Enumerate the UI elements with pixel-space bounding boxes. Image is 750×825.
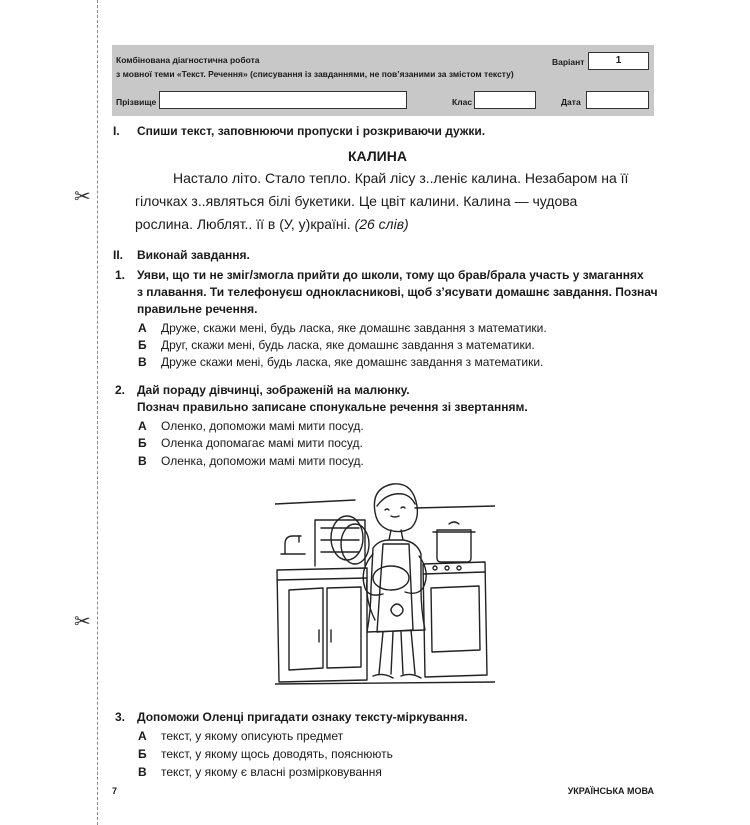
q1-option-a[interactable]: Друже, скажи мені, будь ласка, яке домашнє завдання з математики. <box>161 321 547 335</box>
q3-option-b-letter[interactable]: Б <box>138 747 147 761</box>
q2-option-b-letter[interactable]: Б <box>138 436 147 450</box>
kitchen-illustration <box>275 470 495 695</box>
subject-label: УКРАЇНСЬКА МОВА <box>567 786 654 796</box>
cut-line <box>97 0 98 825</box>
scissors-icon: ✂ <box>74 186 91 208</box>
variant-label: Варіант <box>552 57 585 67</box>
q1-option-c[interactable]: Друже скажи мені, будь ласка, яке домашнє завдання з математики. <box>161 355 544 369</box>
section-1-number: I. <box>113 124 120 138</box>
q1-number: 1. <box>115 268 126 282</box>
text-line-2: гілочках з..являться білі букетики. Це цвіт калини. Калина — чудова <box>135 193 578 209</box>
text-title: КАЛИНА <box>348 148 407 164</box>
q2-option-c-letter[interactable]: В <box>138 454 147 468</box>
text-line-3: рослина. Люблят.. її в (У, у)країні. (26 слів) <box>135 216 409 232</box>
class-field[interactable] <box>474 91 536 109</box>
scissors-icon: ✂ <box>74 611 91 633</box>
q1-option-a-letter[interactable]: А <box>138 321 147 335</box>
word-count: (26 слів) <box>354 216 409 232</box>
q3-option-c-letter[interactable]: В <box>138 765 147 779</box>
section-2-number: II. <box>113 248 124 262</box>
q3-text-line: Допоможи Оленці пригадати ознаку тексту-міркування. <box>137 710 468 724</box>
q3-option-c[interactable]: текст, у якому є власні розмірковування <box>161 765 382 779</box>
date-label: Дата <box>561 97 581 107</box>
q2-option-b[interactable]: Оленка допомагає мамі мити посуд. <box>161 436 363 450</box>
q1-option-b-letter[interactable]: Б <box>138 338 147 352</box>
variant-field[interactable]: 1 <box>588 52 649 70</box>
q2-option-a-letter[interactable]: А <box>138 419 147 433</box>
q1-text-line: Уяви, що ти не зміг/змогла прийти до школи, тому що брав/брала участь у змаганнях <box>137 268 644 282</box>
q3-option-a-letter[interactable]: А <box>138 729 147 743</box>
q2-text-line: Дай пораду дівчинці, зображеній на малюнку. <box>137 383 410 397</box>
q1-text-line: правильне речення. <box>137 302 258 316</box>
q2-number: 2. <box>115 383 126 397</box>
q1-text-line: з плавання. Ти телефонуєш однокласникові, щоб з’ясувати домашнє завдання. Познач <box>137 285 658 299</box>
page-number: 7 <box>112 786 118 796</box>
section-1-instruction: Спиши текст, заповнюючи пропуски і розкриваючи дужки. <box>137 124 486 138</box>
header-line-2: з мовної теми «Текст. Речення» (списування із завданнями, не пов’язаними за змістом тексту) <box>116 69 514 79</box>
surname-label: Прізвище <box>116 97 157 107</box>
q2-text-line: Познач правильно записане спонукальне речення зі звертанням. <box>137 400 528 414</box>
header-line-1: Комбінована діагностична робота <box>116 55 260 65</box>
header-block <box>112 45 654 116</box>
date-field[interactable] <box>586 91 649 109</box>
q1-option-c-letter[interactable]: В <box>138 355 147 369</box>
text-line-1: Настало літо. Стало тепло. Край лісу з..леніє калина. Незабаром на її <box>173 170 629 186</box>
class-label: Клас <box>452 97 473 107</box>
q2-option-c[interactable]: Оленка, допоможи мамі мити посуд. <box>161 454 364 468</box>
q1-option-b[interactable]: Друг, скажи мені, будь ласка, яке домашнє завдання з математики. <box>161 338 535 352</box>
q3-number: 3. <box>115 710 126 724</box>
q2-option-a[interactable]: Оленко, допоможи мамі мити посуд. <box>161 419 364 433</box>
q3-option-b[interactable]: текст, у якому щось доводять, пояснюють <box>161 747 393 761</box>
q3-option-a[interactable]: текст, у якому описують предмет <box>161 729 344 743</box>
section-2-instruction: Виконай завдання. <box>137 248 250 262</box>
surname-field[interactable] <box>159 91 407 109</box>
